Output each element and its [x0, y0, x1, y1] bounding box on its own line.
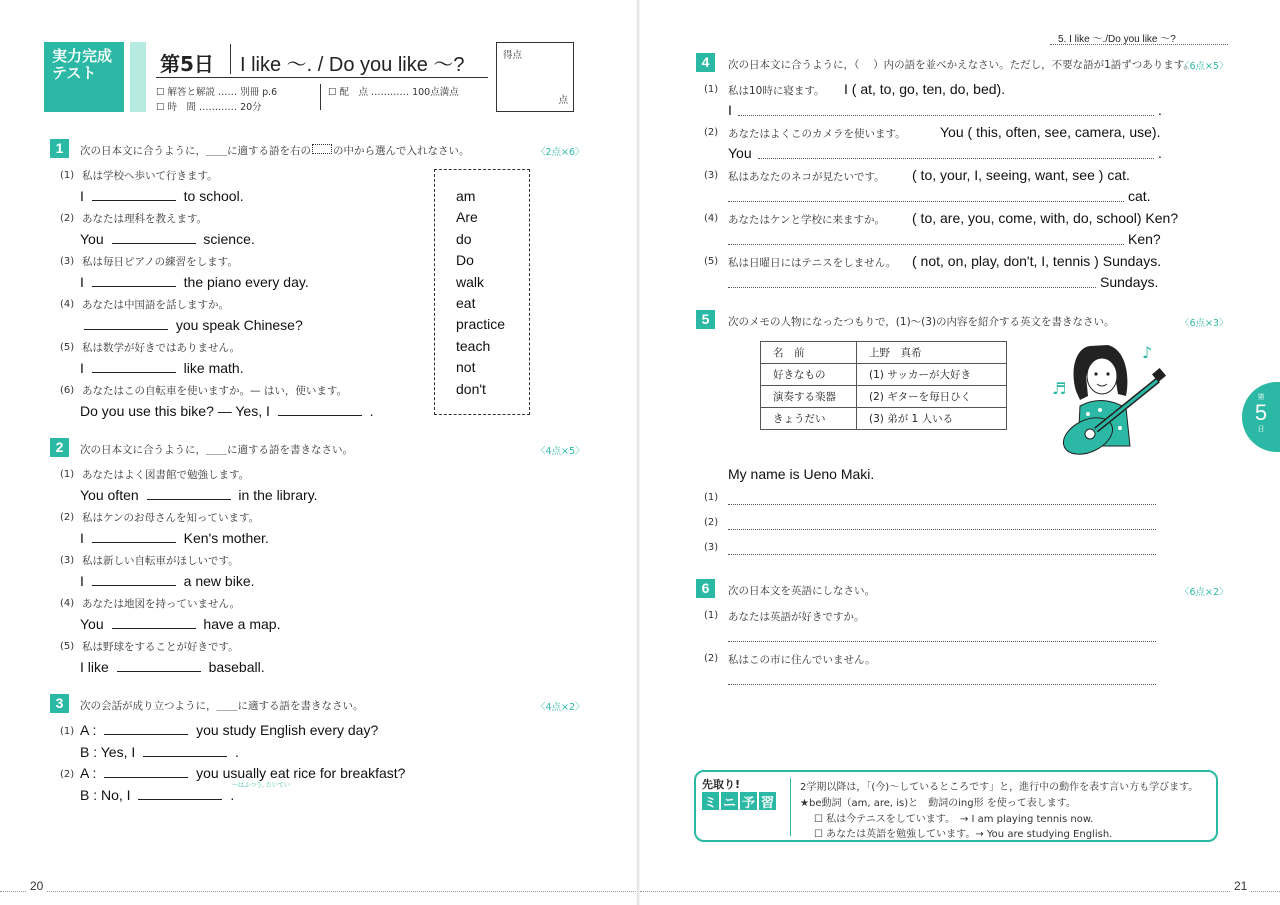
q2-answer-pre: You often	[80, 487, 143, 503]
q1-answer	[80, 317, 303, 333]
right-footer	[640, 881, 1280, 905]
badge-stripe	[130, 42, 146, 112]
q1-item-english	[80, 360, 244, 376]
q6-points: 〈6点×2〉	[1180, 587, 1229, 598]
memo-row	[761, 342, 1007, 364]
q1-answer-pre: I	[80, 360, 88, 376]
q3-line-b	[80, 787, 234, 803]
memo-value: (2) ギターを毎日ひく	[857, 386, 1007, 408]
q5-answer-line[interactable]	[728, 504, 1156, 505]
q2-answer-post: a new bike.	[179, 573, 255, 589]
q5-answer-line[interactable]	[728, 529, 1156, 530]
q1-answer	[80, 188, 244, 204]
word-option: do	[456, 230, 472, 247]
girl-guitar-illustration	[1050, 336, 1168, 466]
q4-item-japanese: あなたはケンと学校に来ますか。	[728, 214, 885, 226]
inline-dotted-box	[312, 144, 332, 154]
side-tab-bottom: 日	[1257, 425, 1265, 433]
mini-preview-box	[694, 770, 1218, 842]
q3-answer-b-pre: B : No, I	[80, 787, 135, 803]
q2-answer-blank[interactable]	[147, 489, 231, 500]
memo-value: (1) サッカーが大好き	[857, 364, 1007, 386]
q6-instruction: 次の日本文を英語にしなさい。	[728, 585, 875, 597]
q6-item-japanese: 私はこの市に住んでいません。	[728, 654, 876, 666]
word-option: teach	[456, 337, 491, 354]
right-page	[640, 0, 1280, 905]
q5-instruction: 次のメモの人物になったつもりで，(1)〜(3)の内容を紹介する英文を書きなさい。	[728, 316, 1115, 328]
memo-label: 演奏する楽器	[761, 386, 857, 408]
q4-item-number: (3)	[704, 170, 719, 181]
q2-points: 〈4点×5〉	[536, 446, 585, 457]
q1-item-english	[80, 231, 255, 247]
memo-value: (3) 弟が 1 人いる	[857, 408, 1007, 430]
q2-answer-pre: I	[80, 530, 88, 546]
q3-answer-a-post: you usually eat rice for breakfast?	[192, 765, 406, 781]
q2-item-japanese: あなたは地図を持っていません。	[82, 598, 241, 610]
q2-answer	[80, 616, 280, 632]
q1-item-number: (2)	[60, 213, 75, 224]
mini-badge-1: ミ	[702, 792, 719, 810]
svg-text:♬: ♬	[1052, 379, 1067, 398]
mini-line-2: ★be動詞（am, are, is)と 動詞のing形 を使って表します。	[800, 798, 1076, 809]
q1-points: 〈2点×6〉	[536, 147, 585, 158]
word-option: eat	[456, 295, 476, 311]
q2-item-number: (2)	[60, 512, 75, 523]
q1-item-number: (3)	[60, 256, 75, 267]
time-info: ☐ 時 間 ………… 20分	[156, 102, 262, 113]
q2-answer-pre: I	[80, 573, 88, 589]
score-label: 得点	[503, 50, 523, 61]
q1-answer-pre: You	[80, 231, 108, 247]
memo-row	[761, 364, 1007, 386]
q3-answer-b	[80, 787, 234, 803]
q1-answer-blank[interactable]	[92, 190, 176, 201]
score-unit: 点	[558, 95, 568, 106]
q2-answer	[80, 487, 318, 503]
q2-answer-post: have a map.	[199, 616, 281, 632]
score-box[interactable]	[496, 42, 574, 112]
q3-answer-b-post: .	[226, 787, 235, 803]
q6-item-japanese: あなたは英語が好きですか。	[728, 611, 865, 623]
q5-intro: My name is Ueno Maki.	[728, 466, 875, 482]
q1-instruction-b: の中から選んで入れなさい。	[333, 145, 470, 157]
q5-number: 5	[696, 310, 715, 329]
q4-word-set: I ( at, to, go, ten, do, bed).	[844, 81, 1006, 97]
mini-badge-3: 予	[740, 792, 757, 810]
mini-badge-2: ニ	[721, 792, 738, 810]
q3-answer-a	[80, 765, 405, 781]
q4-answer-line[interactable]	[728, 244, 1124, 245]
q2-answer-post: in the library.	[234, 487, 318, 503]
q4-points: 〈6点×5〉	[1180, 61, 1229, 72]
side-tab-num: 5	[1254, 400, 1268, 425]
mini-badge-4: 習	[759, 792, 776, 810]
q2-item-japanese: あなたはよく図書館で勉強します。	[82, 469, 250, 481]
q3-number: 3	[50, 694, 69, 713]
score-info: ☐ 配 点 ………… 100点満点	[328, 87, 459, 98]
q1-answer-pre: I	[80, 188, 88, 204]
q2-answer	[80, 659, 265, 675]
q1-answer-post: like math.	[179, 360, 244, 376]
q4-answer-pre: You	[728, 145, 752, 161]
q3-instruction: 次の会話が成り立つように，＿＿に適する語を書きなさい。	[80, 700, 364, 712]
q2-instruction: 次の日本文に合うように，＿＿に適する語を書きなさい。	[80, 444, 353, 456]
info-divider	[320, 84, 321, 110]
q4-word-set: ( to, your, I, seeing, want, see ) cat.	[912, 167, 1130, 183]
q3-points: 〈4点×2〉	[536, 702, 585, 713]
q4-word-set: You ( this, often, see, camera, use).	[940, 124, 1161, 140]
q2-item-japanese: 私は野球をすることが好きです。	[82, 641, 239, 653]
q3-answer-b-blank[interactable]	[143, 746, 227, 757]
side-tab-top: 第	[1257, 393, 1265, 401]
q4-answer-post: Ken?	[1128, 231, 1161, 247]
q4-item-japanese: 私はあなたのネコが見たいです。	[728, 171, 885, 183]
q1-answer-post: science.	[199, 231, 255, 247]
q6-item-number: (2)	[704, 653, 719, 664]
q6-answer-line[interactable]	[728, 684, 1156, 685]
q2-answer-blank[interactable]	[92, 532, 176, 543]
answers-info: ☐ 解答と解説 …… 別冊 p.6	[156, 87, 278, 98]
q4-answer-pre: I	[728, 102, 732, 118]
memo-row	[761, 386, 1007, 408]
q1-answer-pre: I	[80, 274, 88, 290]
q1-answer-pre: Do you use this bike? — Yes, I	[80, 403, 274, 419]
q1-answer-blank[interactable]	[92, 362, 176, 373]
header-rule	[1050, 44, 1228, 45]
q4-answer-line[interactable]	[728, 287, 1096, 288]
q2-item-english	[80, 530, 269, 546]
q2-item-english	[80, 573, 255, 589]
ruby-note: 〜はふつう, たいてい	[232, 782, 290, 789]
q4-answer-post: cat.	[1128, 188, 1151, 204]
q2-item-english	[80, 659, 265, 675]
memo-table	[760, 341, 1007, 430]
q4-item-number: (4)	[704, 213, 719, 224]
q3-line-b	[80, 744, 239, 760]
q4-answer-post: .	[1158, 145, 1162, 161]
word-option: don't	[456, 380, 486, 397]
q1-answer-post: the piano every day.	[179, 274, 309, 290]
q1-item-number: (4)	[60, 299, 75, 310]
page-number-right: 21	[1230, 879, 1251, 893]
word-option: Do	[456, 252, 474, 269]
q4-answer-post: .	[1158, 102, 1162, 118]
q1-answer	[80, 274, 309, 290]
q4-item-japanese: 私は日曜日にはテニスをしません。	[728, 257, 897, 269]
q1-answer-blank[interactable]	[112, 233, 196, 244]
memo-label: きょうだい	[761, 408, 857, 430]
q1-item-japanese: 私は毎日ピアノの練習をします。	[82, 256, 238, 268]
q2-answer	[80, 573, 255, 589]
q4-instruction: 次の日本文に合うように，（ ）内の語を並べかえなさい。ただし，不要な語が1語ずつあります。	[728, 59, 1194, 71]
q6-item-number: (1)	[704, 610, 719, 621]
q1-item-japanese: あなたはこの自転車を使いますか。— はい，使います。	[82, 385, 347, 397]
memo-row	[761, 408, 1007, 430]
q3-answer-a	[80, 722, 378, 738]
mini-top-label: 先取り!	[702, 778, 741, 791]
q2-answer-pre: I like	[80, 659, 113, 675]
q1-answer	[80, 360, 244, 376]
side-tab	[1242, 382, 1280, 452]
q2-item-japanese: 私はケンのお母さんを知っています。	[82, 512, 260, 524]
q2-item-number: (3)	[60, 555, 75, 566]
mini-line-3: ☐ 私は今テニスをしています。 → I am playing tennis now.	[814, 814, 1094, 825]
q4-item-number: (5)	[704, 256, 719, 267]
q1-item-japanese: あなたは理科を教えます。	[82, 213, 208, 225]
unit-title: I like ～. / Do you like ～?	[240, 54, 465, 76]
q2-answer-blank[interactable]	[112, 618, 196, 629]
day-title: 第5日	[160, 52, 214, 76]
word-option: practice	[456, 316, 506, 333]
q3-answer-a-blank[interactable]	[104, 767, 188, 778]
q2-item-english	[80, 616, 280, 632]
q2-answer-post: baseball.	[204, 659, 265, 675]
q1-item-japanese: あなたは中国語を話しますか。	[82, 299, 229, 311]
q1-item-number: (1)	[60, 170, 75, 181]
q3-item-number: (1)	[60, 726, 75, 737]
q1-item-number: (6)	[60, 385, 75, 396]
word-option: am	[456, 188, 476, 204]
q1-instruction-a: 次の日本文に合うように，＿＿に適する語を右の	[80, 145, 311, 157]
q1-item-japanese: 私は学校へ歩いて行きます。	[82, 170, 218, 182]
q1-item-english	[80, 188, 244, 204]
q1-answer-blank[interactable]	[92, 276, 176, 287]
q1-item-english	[80, 317, 303, 333]
q1-answer-post: .	[365, 403, 374, 419]
q5-points: 〈6点×3〉	[1180, 318, 1229, 329]
q2-item-japanese: 私は新しい自転車がほしいです。	[82, 555, 239, 567]
svg-text:♪: ♪	[1142, 343, 1153, 362]
q4-answer-line[interactable]	[758, 158, 1154, 159]
q1-answer-blank[interactable]	[278, 405, 362, 416]
mini-badge	[702, 792, 776, 810]
title-divider	[230, 44, 231, 74]
q6-answer-line[interactable]	[728, 641, 1156, 642]
memo-value: 上野 真希	[857, 342, 1007, 364]
memo-label: 好きなもの	[761, 364, 857, 386]
q2-item-english	[80, 487, 318, 503]
q3-answer-b-pre: B : Yes, I	[80, 744, 140, 760]
word-box	[434, 169, 530, 415]
q1-item-english	[80, 274, 309, 290]
q1-item-japanese: 私は数学が好きではありません。	[82, 342, 241, 354]
test-badge: 実力完成 テスト	[44, 42, 124, 112]
q5-line-number: (2)	[704, 517, 719, 528]
word-option: not	[456, 359, 476, 376]
q4-answer-line[interactable]	[738, 115, 1154, 116]
q4-item-number: (2)	[704, 127, 719, 138]
q3-answer-b-blank[interactable]	[138, 789, 222, 800]
q2-item-number: (4)	[60, 598, 75, 609]
q3-answer-a-post: you study English every day?	[192, 722, 379, 738]
q2-number: 2	[50, 438, 69, 457]
q3-answer-a-blank[interactable]	[104, 724, 188, 735]
q4-answer-line[interactable]	[728, 201, 1124, 202]
q3-line-a	[80, 765, 405, 781]
q1-number: 1	[50, 139, 69, 158]
q3-answer-b-post: .	[231, 744, 239, 760]
mini-line-4: ☐ あなたは英語を勉強しています。→ You are studying English.	[814, 829, 1113, 840]
q2-answer	[80, 530, 269, 546]
q1-item-number: (5)	[60, 342, 75, 353]
q3-item-number: (2)	[60, 769, 75, 780]
q4-number: 4	[696, 53, 715, 72]
q5-answer-line[interactable]	[728, 554, 1156, 555]
mini-divider	[790, 778, 791, 836]
q1-answer-post: you speak Chinese?	[172, 317, 303, 333]
page-number-left: 20	[26, 879, 47, 893]
q2-answer-pre: You	[80, 616, 108, 632]
q4-item-japanese: あなたはよくこのカメラを使います。	[728, 128, 906, 140]
q1-answer	[80, 403, 374, 419]
q4-word-set: ( to, are, you, come, with, do, school) Ken?	[912, 210, 1179, 226]
q1-answer-blank[interactable]	[84, 319, 168, 330]
q3-answer-a-pre: A :	[80, 722, 101, 738]
q2-item-number: (5)	[60, 641, 75, 652]
q1-answer	[80, 231, 255, 247]
q1-answer-post: to school.	[179, 188, 244, 204]
memo-label: 名 前	[761, 342, 857, 364]
q4-answer-post: Sundays.	[1100, 274, 1159, 290]
q2-answer-blank[interactable]	[117, 661, 201, 672]
q5-line-number: (1)	[704, 492, 719, 503]
q3-line-a	[80, 722, 378, 738]
q2-item-number: (1)	[60, 469, 75, 480]
running-header: 5. I like ～./Do you like ～?	[1058, 34, 1176, 45]
q2-answer-post: Ken's mother.	[179, 530, 269, 546]
mini-line-1: 2学期以降は，「(今)〜しているところです」と，進行中の動作を表す言い方も学びます。	[800, 782, 1199, 793]
title-underline	[156, 77, 488, 78]
q1-item-english	[80, 403, 374, 419]
q4-item-japanese: 私は10時に寝ます。	[728, 85, 825, 97]
word-option: Are	[456, 209, 478, 226]
q4-word-set: ( not, on, play, don't, I, tennis ) Sundays.	[912, 253, 1162, 269]
q3-answer-b	[80, 744, 239, 760]
left-footer	[0, 881, 640, 905]
q5-line-number: (3)	[704, 542, 719, 553]
q4-item-number: (1)	[704, 84, 719, 95]
word-option: walk	[456, 273, 485, 290]
q1-instruction	[80, 143, 470, 158]
q2-answer-blank[interactable]	[92, 575, 176, 586]
q6-number: 6	[696, 579, 715, 598]
q3-answer-a-pre: A :	[80, 765, 101, 781]
